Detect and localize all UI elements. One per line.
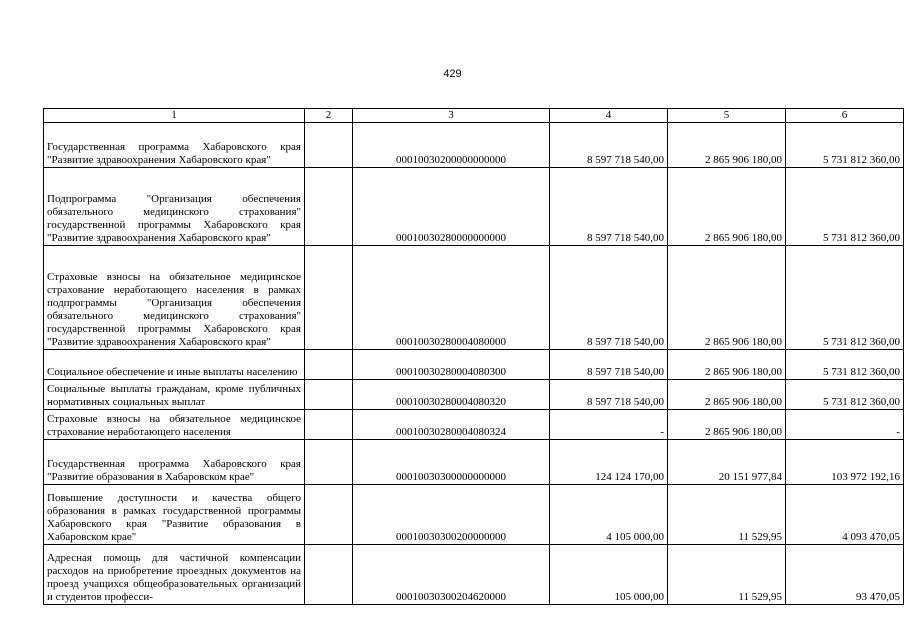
- row-value-6: 103 972 192,16: [786, 440, 904, 485]
- row-value-4: 8 597 718 540,00: [550, 123, 668, 168]
- header-col-6: 6: [786, 109, 904, 123]
- header-col-1: 1: [44, 109, 305, 123]
- row-col2: [305, 350, 353, 380]
- row-value-5: 2 865 906 180,00: [668, 380, 786, 410]
- row-value-4: 8 597 718 540,00: [550, 168, 668, 246]
- row-value-6: -: [786, 410, 904, 440]
- row-col2: [305, 440, 353, 485]
- row-value-5: 20 151 977,84: [668, 440, 786, 485]
- row-name: Страховые взносы на обязательное медицинское страхование неработающего населения: [44, 410, 305, 440]
- row-value-5: 2 865 906 180,00: [668, 246, 786, 350]
- row-value-5: 11 529,95: [668, 485, 786, 545]
- header-col-4: 4: [550, 109, 668, 123]
- row-name: Страховые взносы на обязательное медицинское страхование неработающего населения в рамках подпрограммы "Организация обеспечения обязательного медицинского страхования" государственной программы Хабаровского края "Развитие здравоохранения Хабаровского края": [44, 246, 305, 350]
- table-row: [44, 168, 904, 246]
- row-value-6: 5 731 812 360,00: [786, 123, 904, 168]
- row-value-5: 11 529,95: [668, 545, 786, 605]
- row-value-4: -: [550, 410, 668, 440]
- row-value-6: 5 731 812 360,00: [786, 380, 904, 410]
- row-name: Адресная помощь для частичной компенсации расходов на приобретение проездных документов на проезд учащихся общеобразовательных организаций и студентов професси-: [44, 545, 305, 605]
- table-row: [44, 123, 904, 168]
- row-value-6: 5 731 812 360,00: [786, 168, 904, 246]
- row-value-5: 2 865 906 180,00: [668, 350, 786, 380]
- budget-table: [43, 108, 904, 605]
- row-col2: [305, 123, 353, 168]
- table-row: [44, 440, 904, 485]
- row-value-5: 2 865 906 180,00: [668, 410, 786, 440]
- row-value-5: 2 865 906 180,00: [668, 123, 786, 168]
- row-name: Социальные выплаты гражданам, кроме публичных нормативных социальных выплат: [44, 380, 305, 410]
- row-code: 00010030300200000000: [353, 485, 550, 545]
- table-row: [44, 380, 904, 410]
- row-value-4: 8 597 718 540,00: [550, 350, 668, 380]
- row-col2: [305, 380, 353, 410]
- row-code: 00010030200000000000: [353, 123, 550, 168]
- row-name: Государственная программа Хабаровского края "Развитие здравоохранения Хабаровского края": [44, 123, 305, 168]
- header-row: [44, 109, 904, 123]
- row-name: Социальное обеспечение и иные выплаты населению: [44, 350, 305, 380]
- row-code: 00010030280004080324: [353, 410, 550, 440]
- row-name: Государственная программа Хабаровского края "Развитие образования в Хабаровском крае": [44, 440, 305, 485]
- row-code: 00010030280004080000: [353, 246, 550, 350]
- table-row: [44, 410, 904, 440]
- row-value-6: 4 093 470,05: [786, 485, 904, 545]
- row-code: 00010030300204620000: [353, 545, 550, 605]
- table-row: [44, 246, 904, 350]
- row-value-6: 93 470,05: [786, 545, 904, 605]
- row-value-4: 105 000,00: [550, 545, 668, 605]
- row-name: Подпрограмма "Организация обеспечения обязательного медицинского страхования" государственной программы Хабаровского края "Развитие здравоохранения Хабаровского края": [44, 168, 305, 246]
- table-row: [44, 350, 904, 380]
- header-col-5: 5: [668, 109, 786, 123]
- row-value-6: 5 731 812 360,00: [786, 350, 904, 380]
- row-col2: [305, 545, 353, 605]
- header-col-3: 3: [353, 109, 550, 123]
- row-value-4: 124 124 170,00: [550, 440, 668, 485]
- table-row: [44, 545, 904, 605]
- row-value-4: 8 597 718 540,00: [550, 246, 668, 350]
- row-code: 00010030300000000000: [353, 440, 550, 485]
- row-value-5: 2 865 906 180,00: [668, 168, 786, 246]
- row-code: 00010030280004080300: [353, 350, 550, 380]
- row-col2: [305, 410, 353, 440]
- row-code: 00010030280004080320: [353, 380, 550, 410]
- row-col2: [305, 485, 353, 545]
- page-number: 429: [443, 68, 462, 80]
- row-value-4: 8 597 718 540,00: [550, 380, 668, 410]
- table-row: [44, 485, 904, 545]
- row-name: Повышение доступности и качества общего образования в рамках государственной программы Хабаровского края "Развитие образования в Хабаровском крае": [44, 485, 305, 545]
- row-value-4: 4 105 000,00: [550, 485, 668, 545]
- row-value-6: 5 731 812 360,00: [786, 246, 904, 350]
- row-col2: [305, 246, 353, 350]
- row-col2: [305, 168, 353, 246]
- row-code: 00010030280000000000: [353, 168, 550, 246]
- header-col-2: 2: [305, 109, 353, 123]
